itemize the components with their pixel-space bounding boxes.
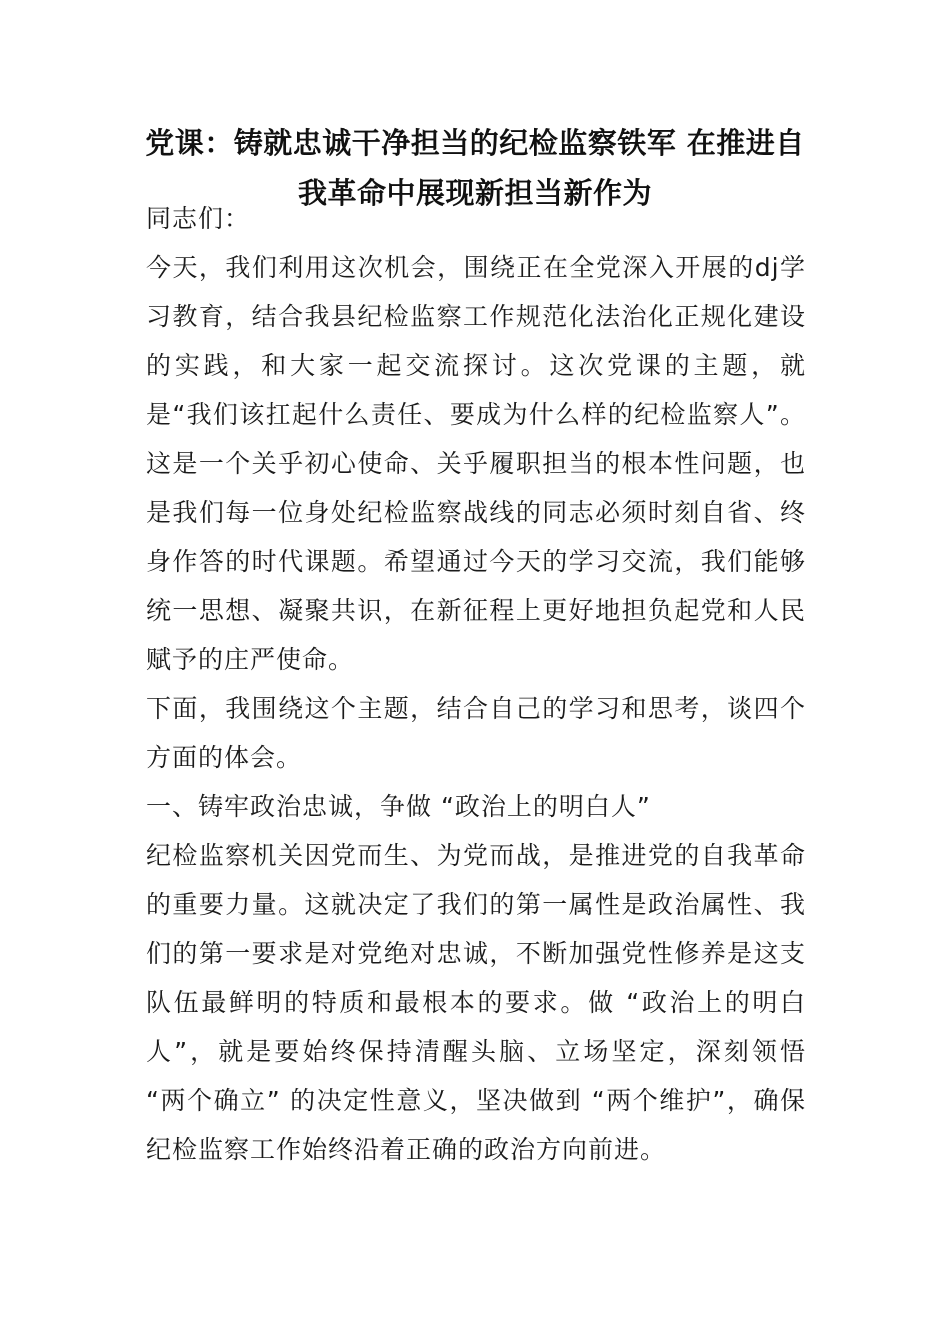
section-heading: 一、铸牢政治忠诚，争做 “政治上的明白人” (146, 792, 651, 821)
section-paragraph: 纪检监察机关因党而生、为党而战，是推进党的自我革命的重要力量。这就决定了我们的第一属性是政治属性、我们的第一要求是对党绝对忠诚，不断加强党性修养是这支队伍最鲜明的特质和最根本的要求。做 “政治上的明白人”，就是要始终保持清醒头脑、立场坚定，深刻领悟 “两个确立” 的决定性意义，坚决做到 “两个维护”，确保纪检监察工作始终沿着正确的政治方向前进。 (146, 841, 806, 1164)
intro-paragraph: 今天，我们利用这次机会，围绕正在全党深入开展的dj学习教育，结合我县纪检监察工作规范化法治化正规化建设的实践，和大家一起交流探讨。这次党课的主题，就是“我们该扛起什么责任、要成为什么样的纪检监察人”。这是一个关乎初心使命、关乎履职担当的根本性问题，也是我们每一位身处纪检监察战线的同志必须时刻自省、终身作答的时代课题。希望通过今天的学习交流，我们能够统一思想、凝聚共识，在新征程上更好地担负起党和人民赋予的庄严使命。 (146, 253, 806, 674)
salutation: 同志们： (146, 204, 251, 233)
intro-paragraph: 下面，我围绕这个主题，结合自己的学习和思考，谈四个方面的体会。 (146, 694, 806, 772)
document-body (146, 194, 806, 1174)
document-title: 党课：铸就忠诚干净担当的纪检监察铁军 在推进自我革命中展现新担当新作为 (145, 126, 805, 210)
